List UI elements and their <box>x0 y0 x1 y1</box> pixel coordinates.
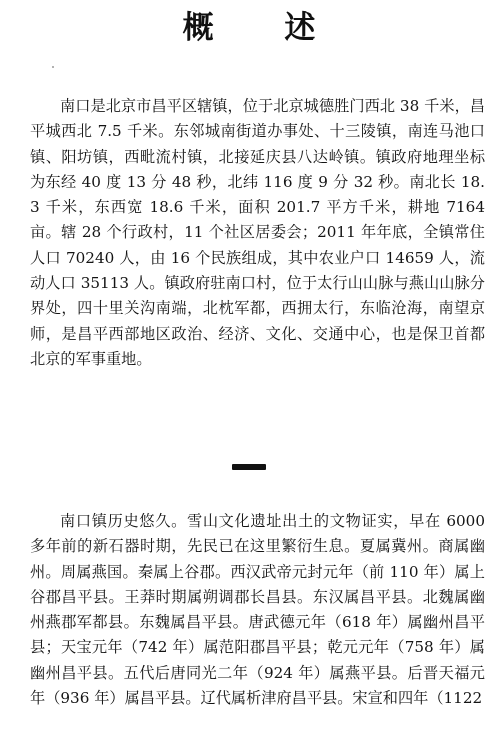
page-title: 概 述 <box>182 10 346 46</box>
intro-paragraph: 南口是北京市昌平区辖镇，位于北京城德胜门西北 38 千米，昌平城西北 7.5 千米。东邻城南街道办事处、十三陵镇，南连马池口镇、阳坊镇，西毗流村镇，北接延庆县八达岭镇。镇政府地理坐标为东经 40 度 13 分 48 秒，北纬 116 度 9 分 32 秒。南北长 18.3 千米，东西宽 18.6 千米，面积 201.7 平方千米，耕地 7164 亩。辖 28 个行政村，11 个社区居委会；2011 年年底，全镇常住人口 70240 人，由 16 个民族组成，其中农业户口 14659 人，流动人口 35113 人。镇政府驻南口村，位于太行山山脉与燕山山脉分界处，四十里关沟南端，北枕军都，西拥太行，东临沧海，南望京师，是昌平西部地区政治、经济、文化、交通中心，也是保卫首都北京的军事重地。 <box>30 97 485 368</box>
scan-speck <box>52 66 54 68</box>
section-numeral-text <box>0 464 1 465</box>
section-numeral-glyph <box>232 464 266 470</box>
history-paragraph: 南口镇历史悠久。雪山文化遗址出土的文物证实，早在 6000 多年前的新石器时期，先民已在这里繁衍生息。夏属冀州。商属幽州。周属燕国。秦属上谷郡。西汉武帝元封元年（前 110 年）属上谷郡昌平县。王莽时期属朔调郡长昌县。东汉属昌平县。北魏属幽州燕郡军都县。东魏属昌平县。唐武德元年（618 年）属幽州昌平县；天宝元年（742 年）属范阳郡昌平县；乾元元年（758 年）属幽州昌平县。五代后唐同光二年（924 年）属燕平县。后晋天福元年（936 年）属昌平县。辽代属析津府昌平县。宋宣和四年（1122 <box>30 512 485 708</box>
section-heading <box>0 464 498 476</box>
